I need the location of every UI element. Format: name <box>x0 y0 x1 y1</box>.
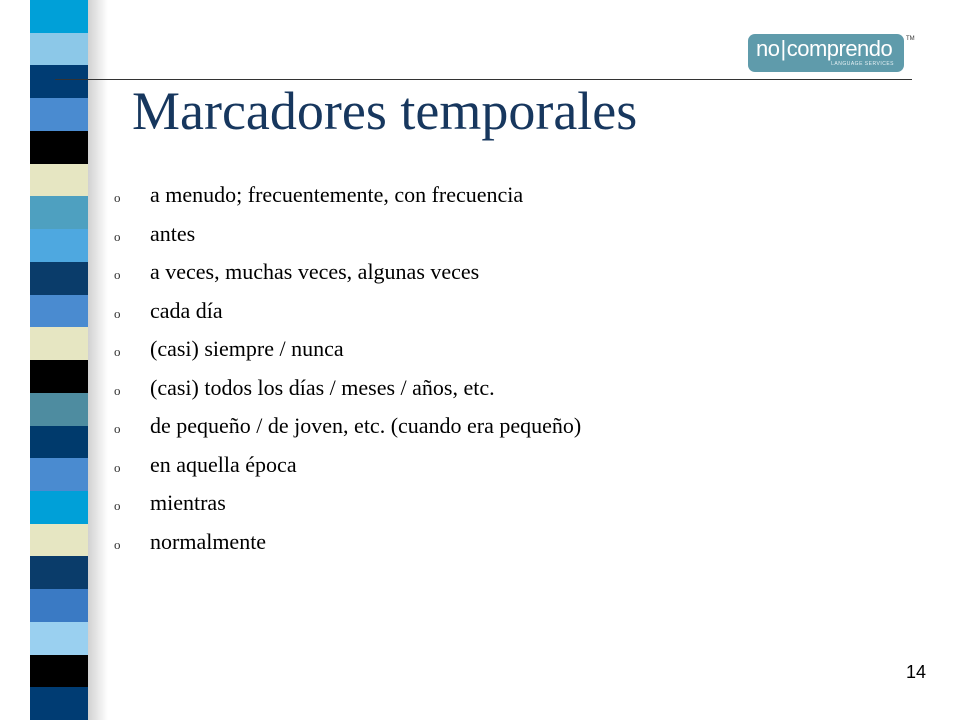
list-item-text: a veces, muchas veces, algunas veces <box>150 259 480 285</box>
list-item <box>114 292 581 331</box>
stripe-segment <box>30 131 88 164</box>
list-item <box>114 176 581 215</box>
logo-wordmark: no|comprendo <box>756 36 893 61</box>
list-item <box>114 369 581 408</box>
stripe-segment <box>30 327 88 360</box>
stripe-segment <box>30 687 88 720</box>
trademark-mark: TM <box>906 36 915 42</box>
stripe-segment <box>30 589 88 622</box>
list-item <box>114 330 581 369</box>
logo-subtitle: LANGUAGE SERVICES <box>831 61 894 67</box>
list-item-text: normalmente <box>150 528 267 554</box>
bullet-icon: o <box>114 498 121 514</box>
stripe-segment <box>30 65 88 98</box>
list-item-text: (casi) todos los días / meses / años, etc. <box>150 374 495 400</box>
bullet-icon: o <box>114 382 121 398</box>
stripe-segment <box>30 491 88 524</box>
list-item-text: cada día <box>150 297 223 323</box>
bullet-icon: o <box>114 459 121 475</box>
stripe-segment <box>30 360 88 393</box>
list-item <box>114 446 581 485</box>
stripe-segment <box>30 524 88 557</box>
stripe-segment <box>30 426 88 459</box>
bullet-icon: o <box>114 536 121 552</box>
stripe-segment <box>30 458 88 491</box>
page-number: 14 <box>905 662 926 682</box>
stripe-segment <box>30 33 88 66</box>
stripe-segment <box>30 164 88 197</box>
stripe-segment <box>30 622 88 655</box>
company-logo <box>748 34 904 72</box>
list-item-text: en aquella época <box>150 451 297 477</box>
stripe-segment <box>30 393 88 426</box>
bullet-icon: o <box>114 190 121 206</box>
stripe-shadow <box>88 0 108 720</box>
bullet-icon: o <box>114 228 121 244</box>
decorative-stripe-bar <box>30 0 88 720</box>
bullet-icon: o <box>114 421 121 437</box>
slide-title: Marcadores temporales <box>132 81 638 141</box>
list-item <box>114 253 581 292</box>
bullet-list <box>114 176 581 561</box>
list-item-text: a menudo; frecuentemente, con frecuencia <box>150 182 524 208</box>
stripe-segment <box>30 229 88 262</box>
list-item <box>114 523 581 562</box>
list-item-text: de pequeño / de joven, etc. (cuando era pequeño) <box>150 413 582 439</box>
bullet-icon: o <box>114 305 121 321</box>
stripe-segment <box>30 196 88 229</box>
list-item <box>114 215 581 254</box>
stripe-segment <box>30 295 88 328</box>
stripe-segment <box>30 655 88 688</box>
bullet-icon: o <box>114 344 121 360</box>
list-item <box>114 407 581 446</box>
list-item-text: antes <box>150 220 196 246</box>
list-item-text: (casi) siempre / nunca <box>150 336 344 362</box>
stripe-segment <box>30 0 88 33</box>
stripe-segment <box>30 556 88 589</box>
bullet-icon: o <box>114 267 121 283</box>
stripe-segment <box>30 262 88 295</box>
stripe-segment <box>30 98 88 131</box>
list-item <box>114 484 581 523</box>
list-item-text: mientras <box>150 490 226 516</box>
